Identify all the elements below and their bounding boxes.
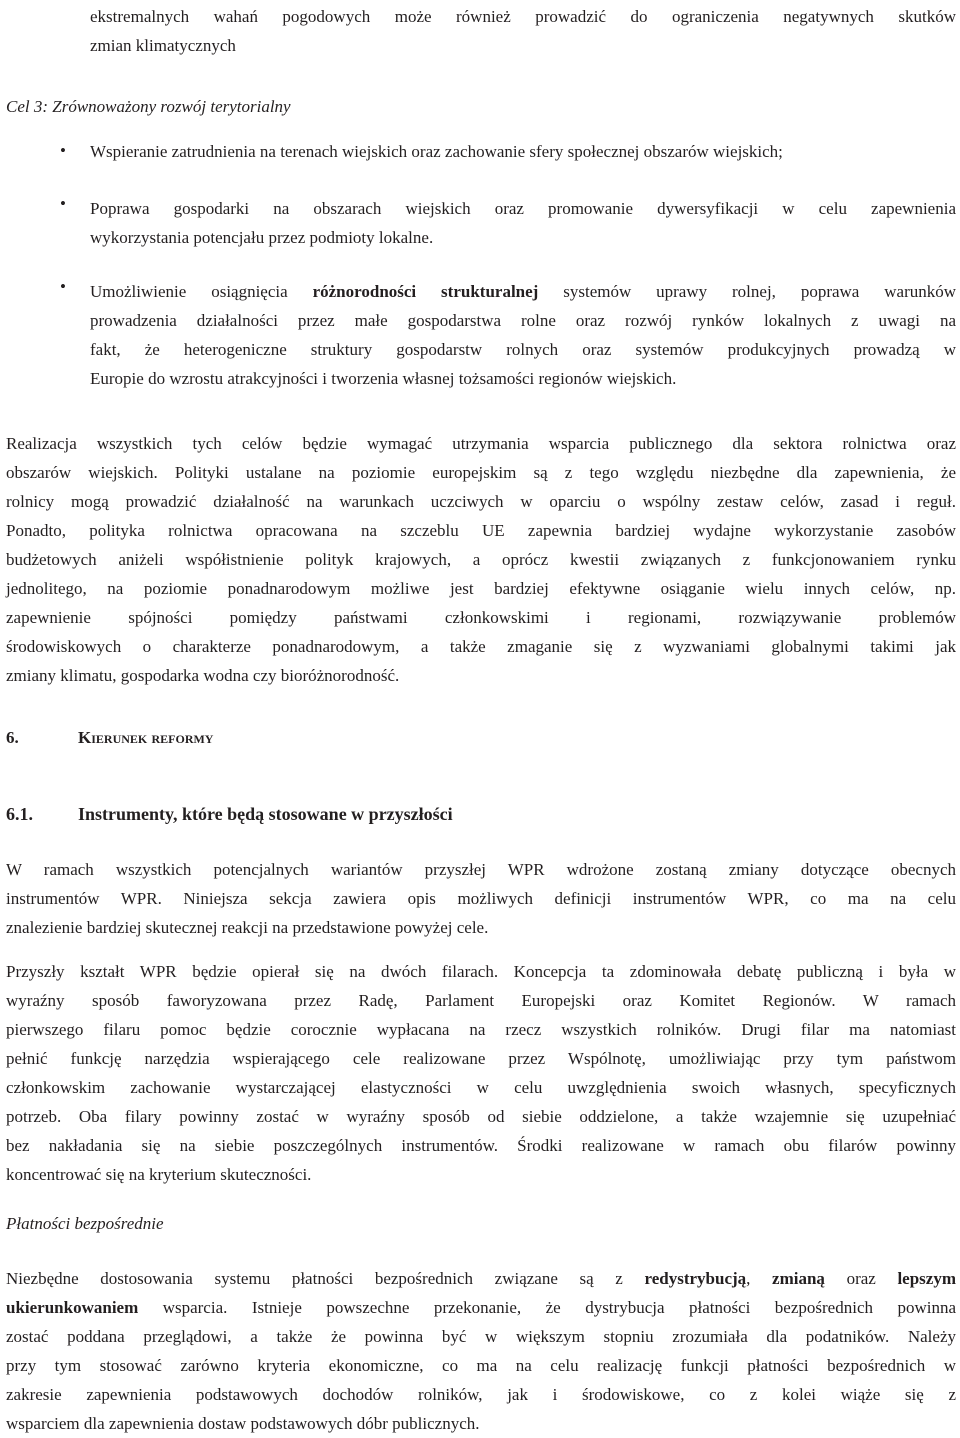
text-line: Ponadto, polityka rolnictwa opracowana na szczeblu UE zapewnia bardziej wydajne wykorzystanie zasobów: [6, 521, 956, 540]
text-line: W ramach wszystkich potencjalnych wariantów przyszłej WPR wdrożone zostaną zmiany dotyczące obecnych: [6, 860, 956, 879]
text-line: pierwszego filaru pomoc będzie corocznie wypłacana na rzecz wszystkich rolników. Drugi filar ma natomiast: [6, 1020, 956, 1039]
text-line: jednolitego, na poziomie ponadnarodowym możliwe jest bardziej efektywne osiąganie wielu innych celów, np.: [6, 579, 956, 598]
bold-term: różnorodności strukturalnej: [312, 282, 539, 301]
section-number: 6.1.: [6, 804, 33, 824]
bullet-icon: •: [60, 277, 66, 296]
text-line: członkowskim zachowanie wystarczającej elastyczności w celu uwzględnienia swoich własnych, specyficznych: [6, 1078, 956, 1097]
text-line: zmiany klimatu, gospodarka wodna czy bioróżnorodność.: [6, 666, 400, 685]
bullet-icon: •: [60, 141, 66, 160]
text-line: potrzeb. Oba filary powinny zostać w wyraźny sposób od siebie oddzielone, a także wzajemnie się uzupełniać: [6, 1107, 956, 1126]
bold-term: ukierunkowaniem: [6, 1298, 139, 1317]
section-title: Instrumenty, które będą stosowane w przyszłości: [78, 804, 453, 824]
text-line: wyraźny sposób faworyzowana przez Radę, Parlament Europejski oraz Komitet Regionów. W ramach: [6, 991, 956, 1010]
text-line: [6, 1264, 956, 1293]
text-line: Realizacja wszystkich tych celów będzie wymagać utrzymania wsparcia publicznego dla sektora rolnictwa oraz: [6, 434, 956, 453]
text-line: środowiskowych o charakterze ponadnarodowym, a także zmaganie się z wyzwaniami globalnymi takimi jak: [6, 637, 956, 656]
bold-term: zmianą: [772, 1269, 825, 1288]
text-run: Umożliwienie osiągnięcia: [90, 282, 313, 301]
bold-term: lepszym: [897, 1269, 956, 1288]
text-run: wsparcia. Istnieje powszechne przekonanie, że dystrybucja płatności bezpośrednich powinna: [138, 1298, 956, 1317]
paragraph-niezbedne: [6, 1264, 956, 1438]
text-line: wykorzystania potencjału przez podmioty lokalne.: [90, 228, 434, 247]
text-run: oraz: [824, 1269, 898, 1288]
text-run: systemów uprawy rolnej, poprawa warunków: [538, 282, 957, 301]
text-line: budżetowych aniżeli współistnienie polityk krajowych, a oprócz kwestii związanych z funkcjonowaniem rynku: [6, 550, 956, 569]
text-line: zakresie zapewnienia podstawowych dochodów rolników, jak i środowiskowe, co z kolei wiąże się z: [6, 1385, 956, 1404]
text-line: znalezienie bardziej skutecznej reakcji na przedstawione powyżej cele.: [6, 918, 489, 937]
text-line: fakt, że heterogeniczne struktury gospodarstw rolnych oraz systemów produkcyjnych prowadzą w: [90, 340, 956, 359]
text-line: pełnić funkcję narzędzia wspierającego cele realizowane przez Wspólnotę, umożliwiając przy tym państwom: [6, 1049, 956, 1068]
text-line: [6, 1293, 956, 1322]
text-line: Poprawa gospodarki na obszarach wiejskich oraz promowanie dywersyfikacji w celu zapewnienia: [90, 199, 956, 218]
text-run: Niezbędne dostosowania systemu płatności bezpośrednich związane są z: [6, 1269, 645, 1288]
text-line: zapewnienie spójności pomiędzy państwami członkowskimi i regionami, rozwiązywanie problemów: [6, 608, 956, 627]
bullet-item: [90, 194, 956, 252]
bullet-icon: •: [60, 194, 66, 213]
text-line: obszarów wiejskich. Polityki ustalane na poziomie europejskim są z tego względu niezbędne dla zapewnienia, że: [6, 463, 956, 482]
paragraph-przyszly-ksztalt: [6, 957, 956, 1189]
section-6-1-heading: [6, 803, 453, 825]
text-line: prowadzenia działalności przez małe gospodarstwa rolne oraz rozwój rynków lokalnych z uwagi na: [90, 311, 956, 330]
text-line: instrumentów WPR. Niniejsza sekcja zawiera opis możliwych definicji instrumentów WPR, co ma na celu: [6, 889, 956, 908]
text-line: bez nakładania się na siebie poszczególnych instrumentów. Środki realizowane w ramach obu filarów powinny: [6, 1136, 956, 1155]
bullet-item: [90, 141, 956, 163]
text-line: Przyszły kształt WPR będzie opierał się na dwóch filarach. Koncepcja ta zdominowała debatę publiczną i była w: [6, 962, 956, 981]
text-line: przy tym stosować zarówno kryteria ekonomiczne, co ma na celu realizację funkcji płatności bezpośrednich w: [6, 1356, 956, 1375]
intro-paragraph: [90, 2, 956, 60]
text-line: zostać poddana przeglądowi, a także że powinna być w większym stopniu zrozumiała dla podatników. Należy: [6, 1327, 956, 1346]
goal3-heading: Cel 3: Zrównoważony rozwój terytorialny: [6, 97, 291, 116]
text-line: rolnicy mogą prowadzić działalność na warunkach uczciwych w oparciu o wspólny zestaw celów, zasad i reguł.: [6, 492, 956, 511]
subheading-platnosci: Płatności bezpośrednie: [6, 1214, 164, 1233]
bullet-item: [90, 277, 956, 393]
text-line: ekstremalnych wahań pogodowych może również prowadzić do ograniczenia negatywnych skutków: [90, 7, 956, 26]
bold-term: redystrybucją: [644, 1269, 747, 1288]
text-run: ,: [746, 1269, 773, 1288]
section-title: Kierunek reformy: [78, 728, 214, 747]
paragraph-w-ramach: [6, 855, 956, 942]
section-6-heading: [6, 727, 214, 749]
text-line: koncentrować się na kryterium skuteczności.: [6, 1165, 312, 1184]
text-line: [90, 277, 956, 306]
text-line: Wspieranie zatrudnienia na terenach wiejskich oraz zachowanie sfery społecznej obszarów wiejskich;: [90, 142, 783, 161]
text-line: zmian klimatycznych: [90, 36, 236, 55]
section-number: 6.: [6, 728, 19, 747]
paragraph-realizacja: [6, 429, 956, 690]
text-line: wsparciem dla zapewnienia dostaw podstawowych dóbr publicznych.: [6, 1414, 480, 1433]
text-line: Europie do wzrostu atrakcyjności i tworzenia własnej tożsamości regionów wiejskich.: [90, 369, 677, 388]
